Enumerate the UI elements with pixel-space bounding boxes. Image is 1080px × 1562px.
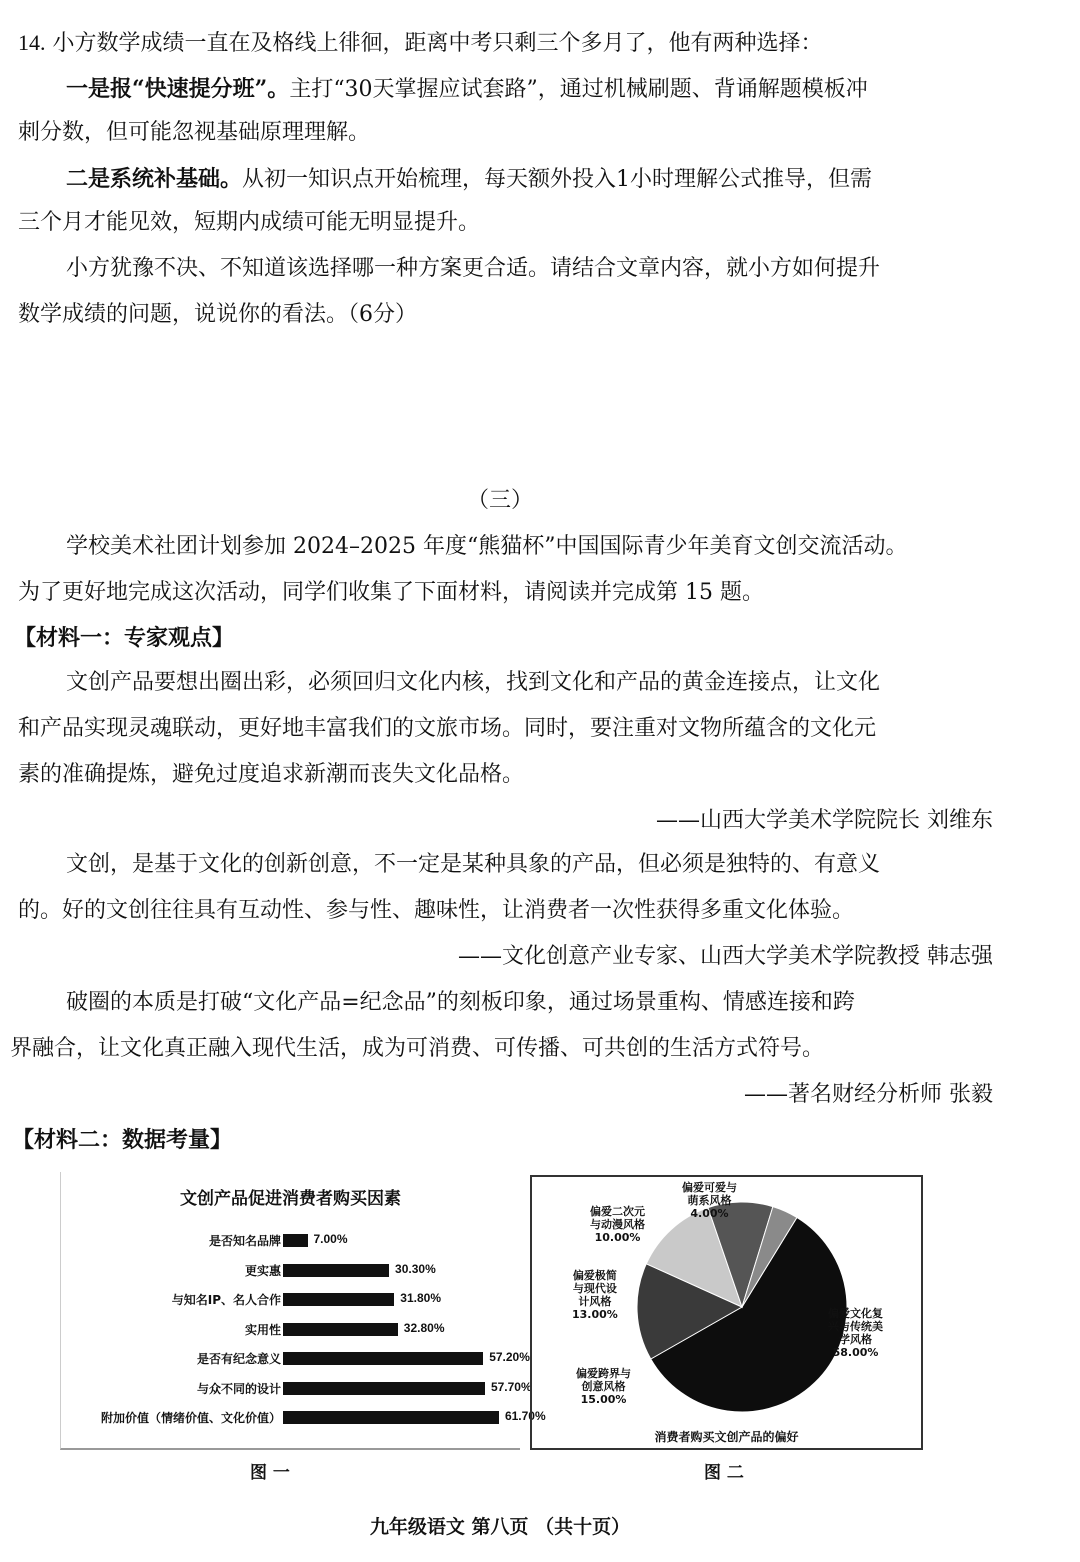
pie-chart-title: 消费者购买文创产品的偏好 (654, 1430, 799, 1444)
section-intro-line1: 学校美术社团计划参加 2024–2025 年度“熊猫杯”中国国际青少年美育文创交流活动。 (66, 534, 908, 559)
quote1-source: ——山西大学美术学院院长 刘维东 (656, 808, 993, 833)
bar (283, 1264, 389, 1277)
section-heading: （三） (466, 488, 533, 513)
bar-chart (60, 1172, 546, 1450)
q14-opt2-lead: 二是系统补基础。 (66, 166, 243, 192)
pie-label-minimal-value: 13.00% (572, 1308, 618, 1321)
pie-label-anime-value: 10.00% (594, 1231, 641, 1244)
quote3-source: ——著名财经分析师 张毅 (744, 1082, 993, 1107)
bar-row (61, 1319, 521, 1341)
figure2-caption: 图 二 (704, 1463, 744, 1483)
q14-opt1-rest: 主打“30天掌握应试套路”，通过机械刷题、背诵解题模板冲 (289, 77, 868, 102)
bar-value-label: 30.30% (395, 1261, 436, 1276)
bar-category-label: 与知名IP、名人合作 (171, 1293, 281, 1307)
q14-opt2-rest: 从初一知识点开始梳理，每天额外投入1小时理解公式推导，但需 (242, 167, 873, 192)
pie-label-tradition (828, 1307, 883, 1359)
pie-label-tradition-l3: 学风格 (839, 1333, 872, 1346)
pie-label-crossover-value: 15.00% (580, 1393, 627, 1406)
pie-label-crossover-l1: 偏爱跨界与 (576, 1367, 631, 1380)
quote2-source: ——文化创意产业专家、山西大学美术学院教授 韩志强 (458, 944, 993, 969)
bar-value-label: 32.80% (403, 1320, 445, 1335)
q14-stem: 小方数学成绩一直在及格线上徘徊，距离中考只剩三个多月了，他有两种选择： (52, 31, 823, 56)
bar-value-label: 57.70% (490, 1379, 532, 1394)
pie-label-crossover (576, 1367, 631, 1406)
pie-label-anime-l2: 与动漫风格 (590, 1218, 645, 1231)
quote1-line3: 素的准确提炼，避免过度追求新潮而丧失文化品格。 (18, 762, 525, 787)
bar-row (61, 1378, 532, 1400)
bar (283, 1411, 499, 1424)
quote3-line1: 破圈的本质是打破“文化产品=纪念品”的刻板印象，通过场景重构、情感连接和跨 (66, 990, 855, 1015)
q14-line1 (18, 28, 993, 59)
quote1-line1: 文创产品要想出圈出彩，必须回归文化内核，找到文化和产品的黄金连接点，让文化 (66, 670, 881, 695)
bar-value-label: 31.80% (400, 1291, 441, 1305)
pie-label-tradition-value: 58.00% (832, 1346, 879, 1359)
quote1-line2: 和产品实现灵魂联动，更好地丰富我们的文旅市场。同时，要注重对文物所蕴含的文化元 (18, 716, 877, 741)
pie-label-crossover-l2: 创意风格 (581, 1380, 626, 1393)
q14-prompt-line2: 数学成绩的问题，说说你的看法。（6分） (18, 302, 417, 327)
section-intro-line2: 为了更好地完成这次活动，同学们收集了下面材料，请阅读并完成第 15 题。 (18, 580, 764, 605)
bar-value-label: 7.00% (313, 1232, 348, 1246)
quote2-line1: 文创，是基于文化的创新创意，不一定是某种具象的产品，但必须是独特的、有意义 (66, 852, 881, 877)
bar-category-label: 与众不同的设计 (196, 1381, 281, 1396)
bar (283, 1234, 308, 1247)
pie-label-cute-l1: 偏爱可爱与 (682, 1181, 737, 1194)
figure1-caption: 图 一 (250, 1463, 290, 1483)
bar (283, 1323, 398, 1336)
bar-category-label: 是否有纪念意义 (196, 1352, 281, 1366)
pie-chart (530, 1175, 923, 1450)
pie-label-minimal-l3: 计风格 (578, 1295, 612, 1308)
bar-row (61, 1230, 521, 1252)
bar-value-label: 61.70% (504, 1409, 546, 1423)
bar (283, 1293, 394, 1306)
material1-title: 【材料一：专家观点】 (14, 626, 235, 651)
material2-title: 【材料二：数据考量】 (12, 1128, 233, 1153)
q14-option2 (66, 164, 1041, 195)
pie-label-anime (590, 1205, 645, 1244)
bar (283, 1352, 483, 1365)
question-number: 14. (18, 30, 46, 55)
bar-row (61, 1348, 530, 1370)
page-footer: 九年级语文 第八页 （共十页） (369, 1516, 631, 1538)
bar (283, 1382, 485, 1395)
quote2-line2: 的。好的文创往往具有互动性、参与性、趣味性，让消费者一次性获得多重文化体验。 (18, 898, 855, 923)
q14-opt1-lead: 一是报“快速提分班”。 (66, 76, 290, 102)
bar-value-label: 57.20% (489, 1350, 530, 1364)
bar-row (61, 1260, 521, 1282)
q14-option1 (66, 74, 1041, 105)
q14-option1-line2: 刺分数，但可能忽视基础原理理解。 (18, 120, 371, 145)
pie-label-minimal-l1: 偏爱极简 (572, 1269, 617, 1282)
q14-prompt-line1: 小方犹豫不决、不知道该选择哪一种方案更合适。请结合文章内容，就小方如何提升 (66, 256, 881, 281)
bar-category-label: 更实惠 (244, 1263, 281, 1278)
pie-label-minimal (572, 1269, 618, 1321)
q14-option2-line2: 三个月才能见效，短期内成绩可能无明显提升。 (18, 210, 481, 235)
bar-row (61, 1407, 546, 1429)
pie-label-tradition-l1: 偏爱文化复 (828, 1307, 883, 1320)
quote3-line2: 界融合，让文化真正融入现代生活，成为可消费、可传播、可共创的生活方式符号。 (10, 1036, 825, 1061)
pie-label-tradition-l2: 兴与传统美 (828, 1320, 883, 1333)
pie-label-minimal-l2: 与现代设 (572, 1282, 617, 1295)
pie-label-cute-l2: 萌系风格 (687, 1194, 732, 1207)
pie-label-cute (682, 1181, 737, 1220)
bar-category-label: 附加价值（情绪价值、文化价值） (100, 1411, 281, 1425)
pie-label-anime-l1: 偏爱二次元 (590, 1205, 645, 1218)
bar-chart-title: 文创产品促进消费者购买因素 (180, 1189, 401, 1209)
bar-category-label: 实用性 (244, 1322, 281, 1337)
pie-label-cute-value: 4.00% (690, 1207, 729, 1220)
bar-row (61, 1289, 521, 1311)
bar-category-label: 是否知名品牌 (208, 1234, 281, 1248)
